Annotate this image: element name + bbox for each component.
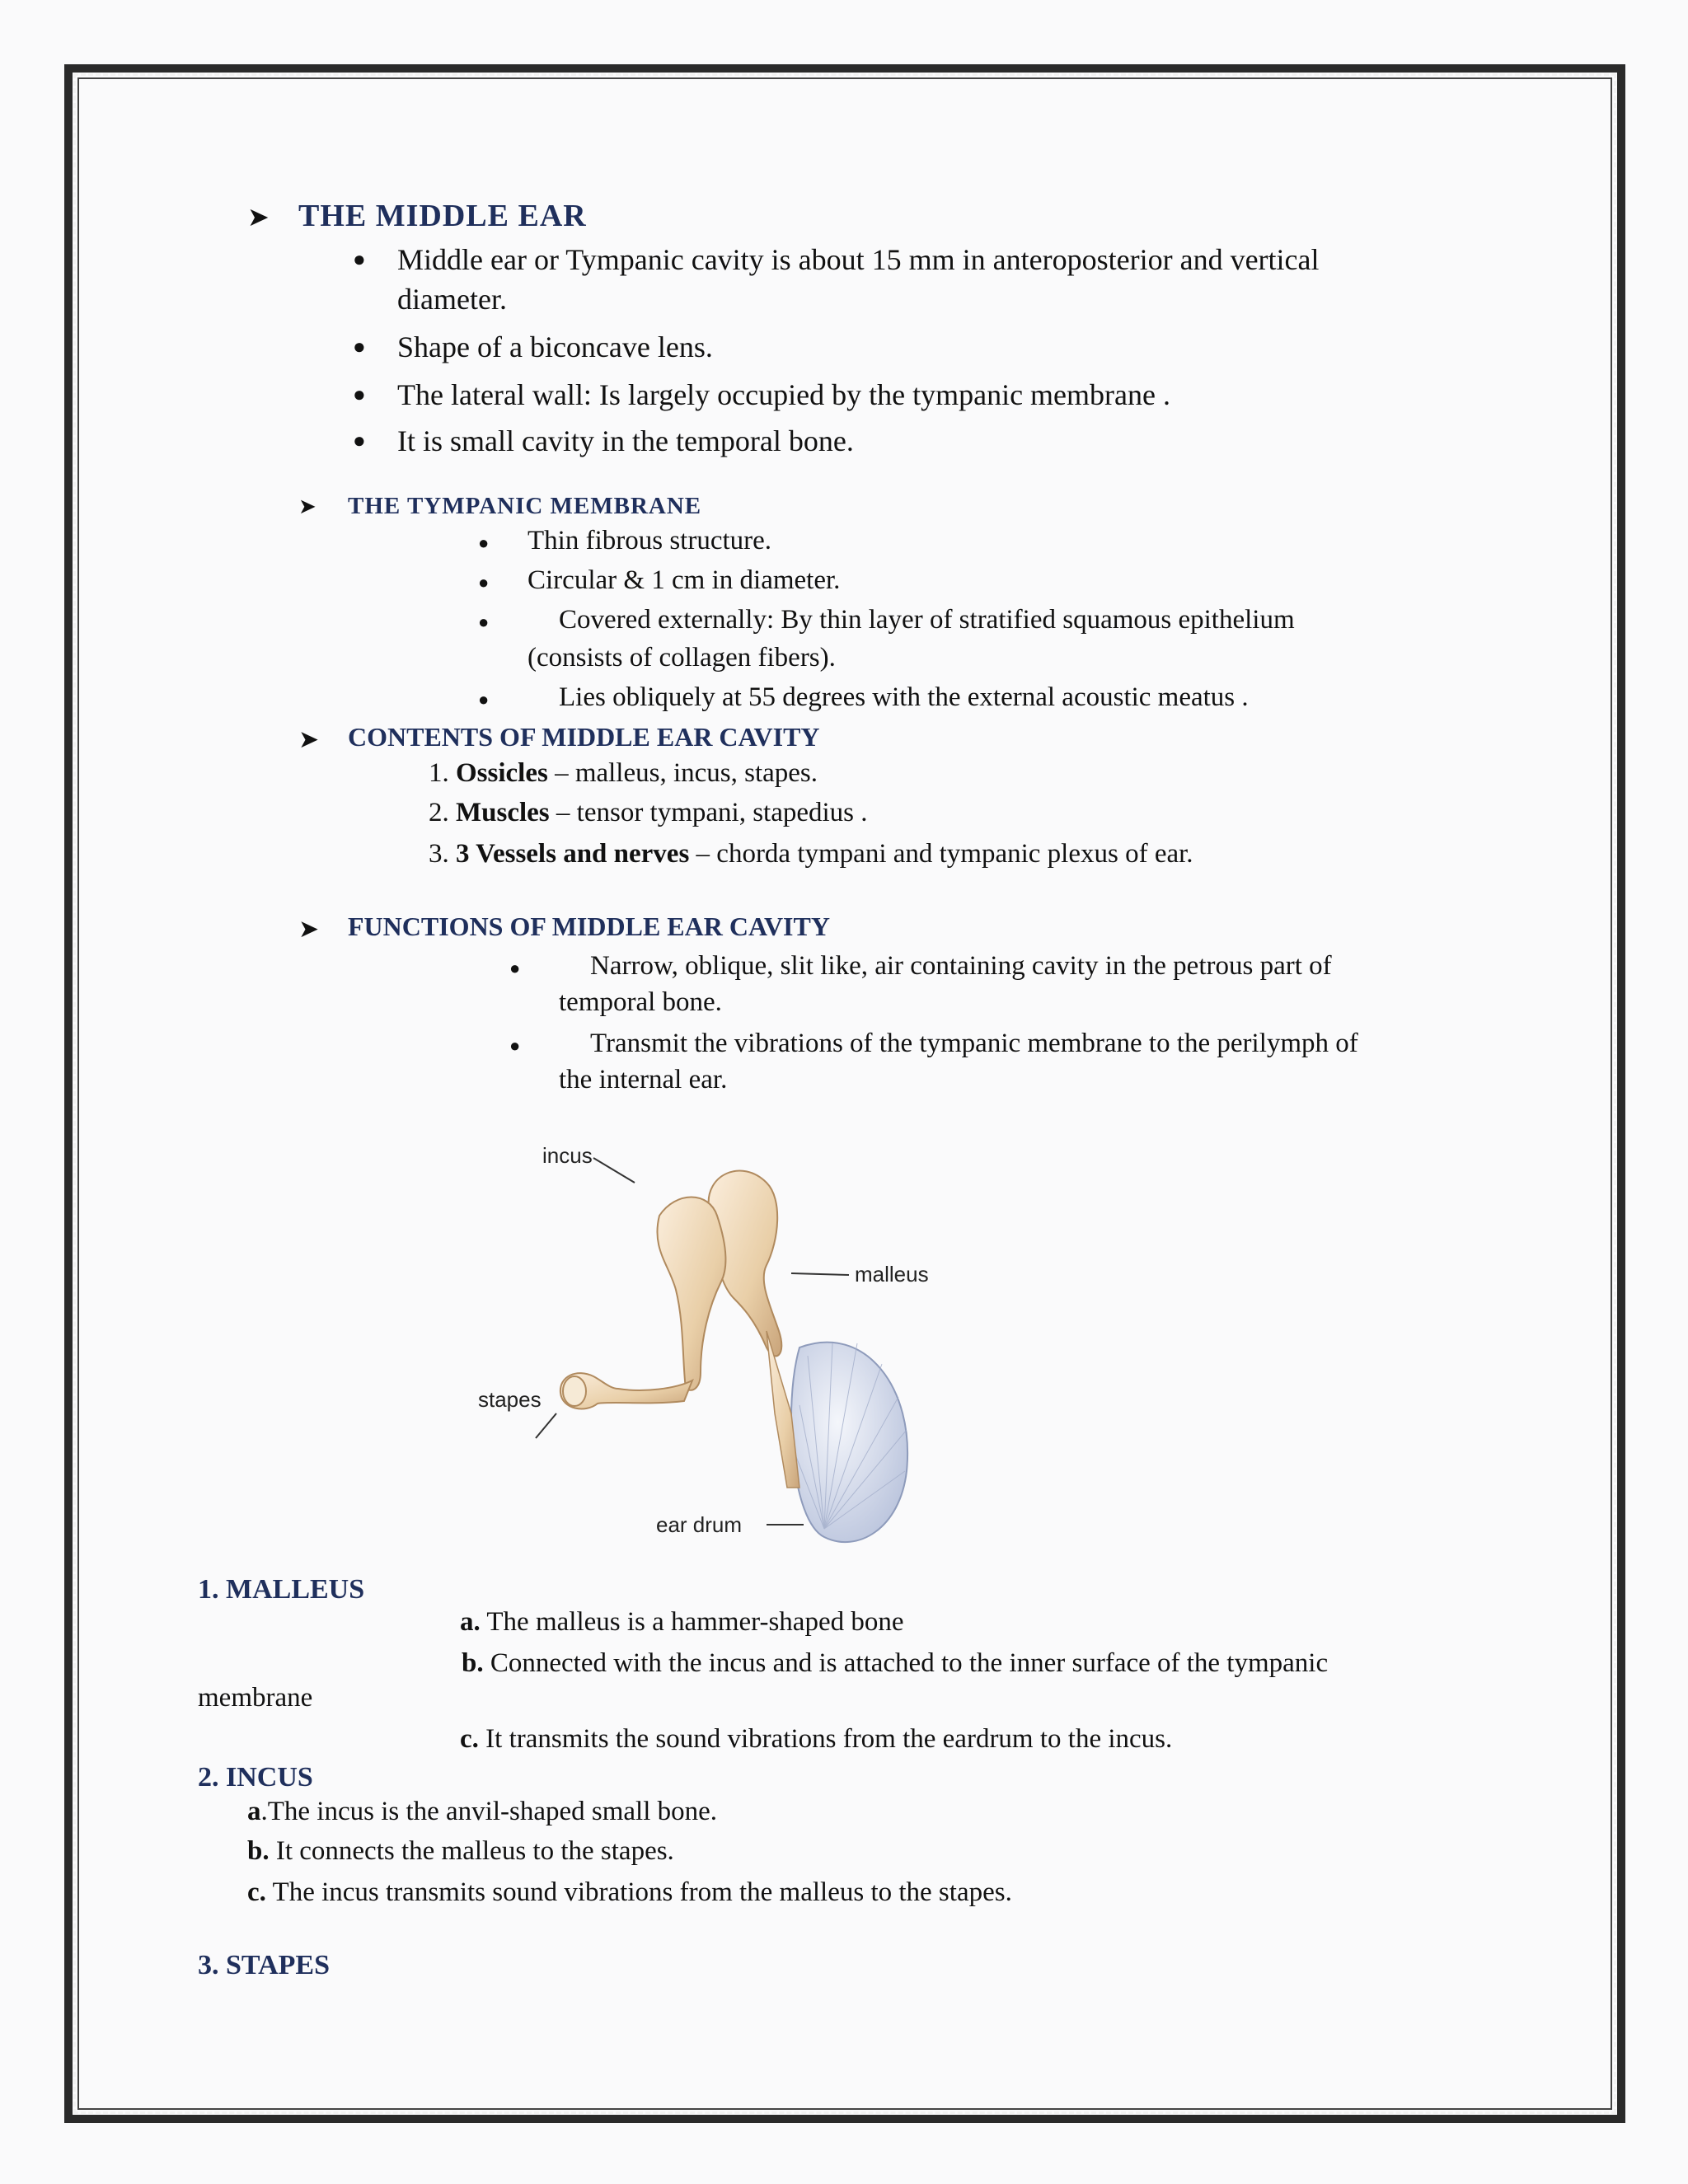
ear-drum-shape — [791, 1343, 907, 1542]
ossicles-figure — [478, 1141, 973, 1570]
list-number: 2. — [429, 798, 449, 827]
round-bullet-icon: ● — [353, 335, 366, 359]
section-heading-middle-ear: THE MIDDLE EAR — [298, 199, 587, 233]
bullet-text: It is small cavity in the temporal bone. — [397, 424, 854, 457]
point-letter: a — [247, 1797, 261, 1826]
round-bullet-icon: ● — [509, 958, 521, 978]
incus-shape — [657, 1197, 725, 1390]
list-item — [429, 758, 818, 789]
incus-point-a — [247, 1797, 717, 1827]
bullet-text: Covered externally: By thin layer of stratified squamous epithelium — [559, 605, 1295, 635]
point-letter: c. — [460, 1724, 479, 1754]
round-bullet-icon: ● — [509, 1035, 521, 1056]
bullet-text: Narrow, oblique, slit like, air containing cavity in the petrous part of — [590, 951, 1332, 981]
point-text: Connected with the incus and is attached to the inner surface of the tympanic — [483, 1648, 1329, 1678]
malleus-point-b-cont: membrane — [198, 1683, 313, 1713]
heading-incus: 2. INCUS — [198, 1762, 313, 1793]
point-text: The malleus is a hammer-shaped bone — [480, 1607, 904, 1637]
round-bullet-icon: ● — [353, 429, 366, 452]
point-text: It transmits the sound vibrations from the eardrum to the incus. — [478, 1724, 1173, 1754]
incus-point-b — [247, 1836, 674, 1867]
bullet-text-cont: the internal ear. — [559, 1065, 728, 1094]
round-bullet-icon: ● — [353, 247, 366, 271]
arrowhead-bullet-icon: ➤ — [298, 726, 320, 753]
bullet-text: Circular & 1 cm in diameter. — [528, 565, 841, 595]
point-letter: a. — [460, 1607, 481, 1637]
point-text: .The incus is the anvil-shaped small bone. — [260, 1797, 718, 1826]
heading-malleus: 1. MALLEUS — [198, 1574, 365, 1605]
label-malleus: malleus — [855, 1262, 929, 1286]
arrowhead-bullet-icon: ➤ — [298, 494, 316, 518]
incus-point-c — [247, 1877, 1012, 1908]
round-bullet-icon: ● — [478, 612, 490, 632]
label-incus: incus — [542, 1143, 593, 1168]
point-letter: b. — [462, 1648, 484, 1678]
point-text: The incus transmits sound vibrations from the malleus to the stapes. — [265, 1877, 1012, 1907]
label-stapes: stapes — [478, 1387, 542, 1412]
bullet-text: Thin fibrous structure. — [528, 526, 772, 555]
bullet-text-cont: (consists of collagen fibers). — [528, 643, 836, 673]
round-bullet-icon: ● — [478, 532, 490, 553]
bullet-text-cont: temporal bone. — [559, 987, 722, 1017]
heading-stapes: 3. STAPES — [198, 1950, 330, 1980]
list-number: 1. — [429, 758, 449, 788]
list-desc: – malleus, incus, stapes. — [547, 758, 818, 788]
point-letter: b. — [247, 1836, 270, 1866]
bullet-text: Transmit the vibrations of the tympanic membrane to the perilymph of — [590, 1029, 1358, 1058]
round-bullet-icon: ● — [478, 689, 490, 710]
bullet-text: Shape of a biconcave lens. — [397, 330, 713, 363]
point-letter: c. — [247, 1877, 266, 1907]
list-term: 3 Vessels and nerves — [456, 839, 690, 869]
round-bullet-icon: ● — [478, 572, 490, 593]
label-ear-drum: ear drum — [656, 1512, 743, 1537]
bullet-text: Lies obliquely at 55 degrees with the external acoustic meatus . — [559, 682, 1249, 712]
arrowhead-bullet-icon: ➤ — [298, 916, 320, 943]
section-heading-contents: CONTENTS OF MIDDLE EAR CAVITY — [348, 722, 820, 752]
list-item — [429, 839, 1193, 869]
bullet-text: The lateral wall: Is largely occupied by the tympanic membrane . — [397, 378, 1170, 411]
list-desc: – tensor tympani, stapedius . — [549, 798, 868, 827]
bullet-text-cont: diameter. — [397, 283, 507, 316]
malleus-point-c — [460, 1724, 1172, 1755]
list-term: Ossicles — [456, 758, 548, 788]
round-bullet-icon: ● — [353, 382, 366, 406]
list-number: 3. — [429, 839, 449, 869]
malleus-point-b — [462, 1648, 1328, 1679]
section-heading-functions: FUNCTIONS OF MIDDLE EAR CAVITY — [348, 912, 830, 941]
arrowhead-bullet-icon: ➤ — [247, 202, 270, 232]
section-heading-tympanic-membrane: THE TYMPANIC MEMBRANE — [348, 493, 702, 519]
bullet-text: Middle ear or Tympanic cavity is about 15 mm in anteroposterior and vertical — [397, 243, 1320, 276]
point-text: It connects the malleus to the stapes. — [269, 1836, 674, 1866]
malleus-point-a — [460, 1607, 904, 1638]
list-term: Muscles — [456, 798, 550, 827]
list-desc: – chorda tympani and tympanic plexus of ear. — [689, 839, 1193, 869]
list-item — [429, 798, 868, 828]
